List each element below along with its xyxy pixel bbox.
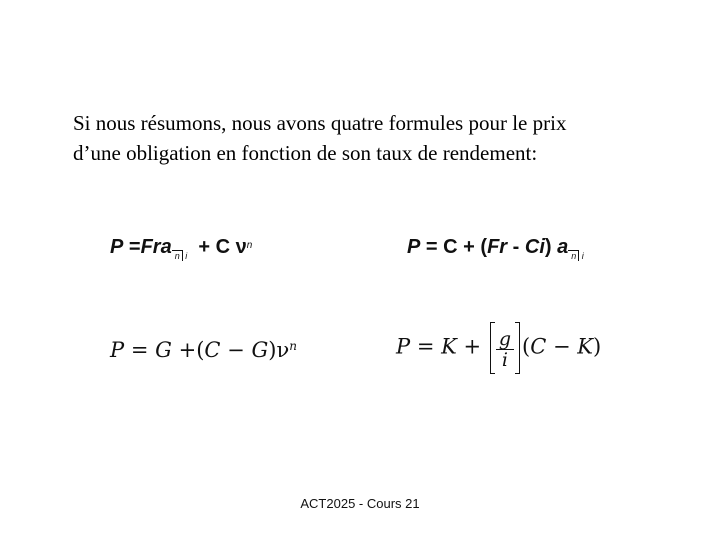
f4-lhs: P bbox=[396, 334, 411, 359]
f1-term2: C bbox=[215, 236, 231, 258]
intro-line-2: d’une obligation en fonction de son taux de rendement: bbox=[73, 141, 538, 165]
f4-numerator: g bbox=[496, 329, 514, 350]
f2-minus: - bbox=[512, 236, 520, 258]
f4-k2: K bbox=[577, 334, 593, 359]
f3-plus: + bbox=[178, 338, 197, 362]
f4-bracketed-fraction bbox=[490, 326, 520, 370]
f3-eq: = bbox=[130, 338, 149, 362]
f2-annuity-n: n bbox=[568, 250, 579, 261]
f4-close: ) bbox=[592, 334, 602, 359]
f3-open: ( bbox=[196, 338, 205, 362]
f2-annuity bbox=[557, 236, 584, 259]
f1-annuity-n: n bbox=[172, 250, 183, 261]
f1-term1: Fr bbox=[140, 236, 161, 258]
f1-exp: n bbox=[246, 240, 253, 251]
f1-annuity-i: i bbox=[185, 251, 188, 261]
f1-annuity-symbol: a bbox=[160, 236, 172, 258]
f3-lhs: P bbox=[110, 338, 125, 362]
f2-annuity-symbol: a bbox=[557, 236, 569, 258]
f2-close: ) bbox=[544, 236, 552, 258]
f3-g2: G bbox=[251, 338, 269, 362]
f3-close: ) bbox=[268, 338, 277, 362]
f3-c: C bbox=[204, 338, 221, 362]
f2-open: ( bbox=[480, 236, 488, 258]
formula-4 bbox=[396, 326, 601, 370]
f2-ci: Ci bbox=[524, 236, 545, 258]
f1-annuity bbox=[161, 236, 188, 259]
f2-plus: + bbox=[463, 236, 475, 258]
f1-nu: ν bbox=[235, 236, 247, 258]
f4-plus: + bbox=[463, 334, 482, 359]
f2-lhs: P bbox=[407, 236, 421, 258]
f3-nu: ν bbox=[276, 338, 290, 362]
f4-k: K bbox=[441, 334, 457, 359]
formula-2 bbox=[407, 236, 584, 259]
f2-annuity-i: i bbox=[581, 251, 584, 261]
slide-footer: ACT2025 - Cours 21 bbox=[300, 496, 420, 511]
f1-plus: + bbox=[198, 236, 211, 258]
f3-g: G bbox=[155, 338, 172, 362]
f4-open: ( bbox=[521, 334, 531, 359]
f2-eq: = bbox=[425, 236, 438, 258]
f1-lhs: P bbox=[110, 236, 124, 258]
f2-fr: Fr bbox=[487, 236, 508, 258]
f4-minus: − bbox=[552, 334, 571, 359]
f1-eq: = bbox=[128, 236, 141, 258]
f4-eq: = bbox=[416, 334, 435, 359]
f4-c: C bbox=[530, 334, 547, 359]
intro-paragraph bbox=[73, 108, 673, 168]
formula-3 bbox=[110, 338, 297, 362]
f4-fraction bbox=[496, 329, 514, 370]
formula-1 bbox=[110, 236, 252, 259]
intro-line-1: Si nous résumons, nous avons quatre formules pour le prix bbox=[73, 111, 567, 135]
f3-minus: − bbox=[227, 338, 245, 362]
f2-c: C bbox=[443, 236, 458, 258]
f3-exp: n bbox=[289, 339, 297, 353]
f4-denominator: i bbox=[501, 349, 508, 371]
